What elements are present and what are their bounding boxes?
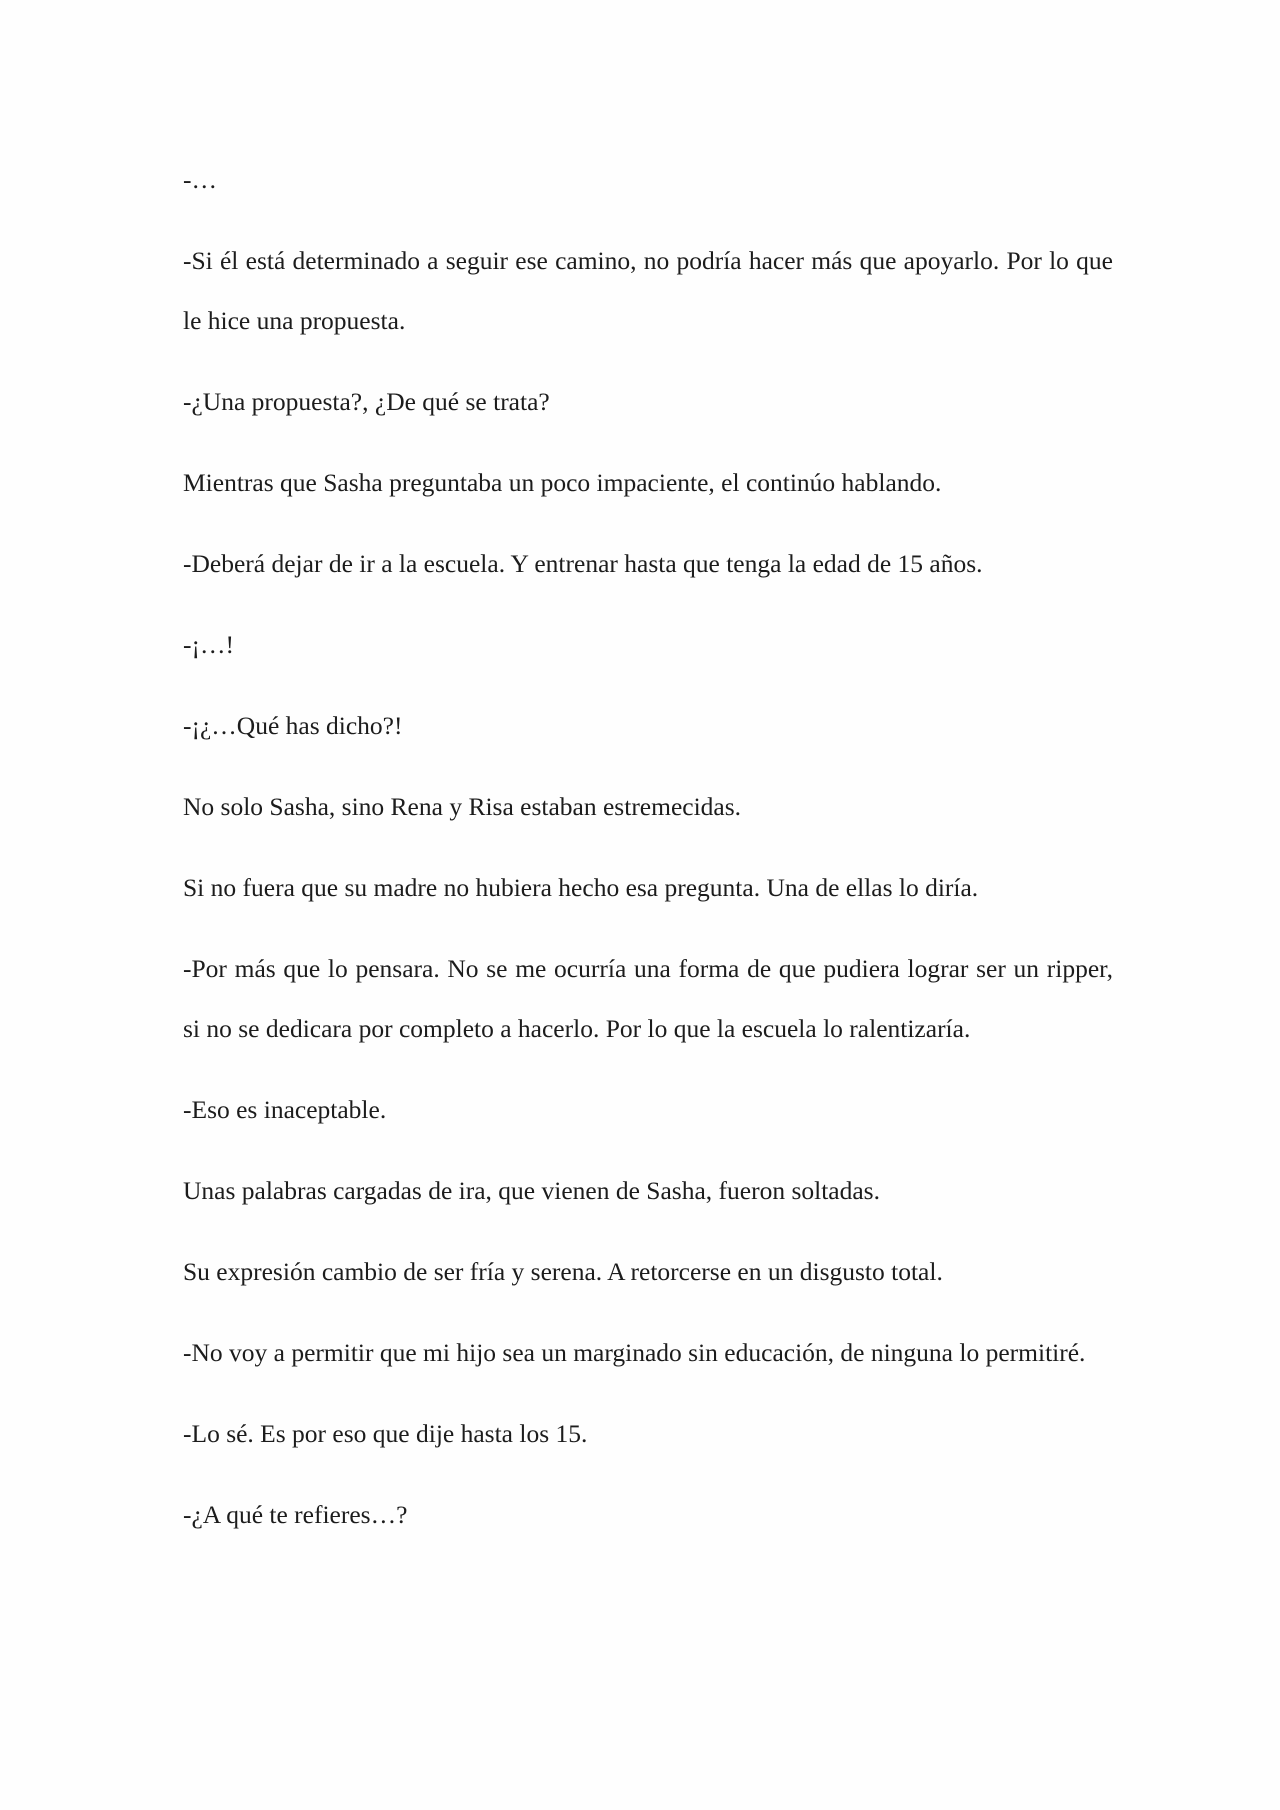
paragraph: -Por más que lo pensara. No se me ocurría una forma de que pudiera lograr ser un ripper, si no se dedicara por completo a hacerlo. Por lo que la escuela lo ralentizaría. bbox=[183, 954, 1113, 1043]
paragraph: -Si él está determinado a seguir ese camino, no podría hacer más que apoyarlo. Por lo que le hice una propuesta. bbox=[183, 246, 1113, 335]
paragraph: -Eso es inaceptable. bbox=[183, 1095, 387, 1124]
paragraph: -¡…! bbox=[183, 630, 234, 659]
paragraph: -¡¿…Qué has dicho?! bbox=[183, 711, 403, 740]
paragraph: -… bbox=[183, 165, 217, 194]
text-body bbox=[183, 150, 1113, 1566]
paragraph: Mientras que Sasha preguntaba un poco impaciente, el continúo hablando. bbox=[183, 468, 942, 497]
paragraph: -No voy a permitir que mi hijo sea un marginado sin educación, de ninguna lo permitiré. bbox=[183, 1338, 1086, 1367]
paragraph: -Deberá dejar de ir a la escuela. Y entrenar hasta que tenga la edad de 15 años. bbox=[183, 549, 983, 578]
paragraph: No solo Sasha, sino Rena y Risa estaban estremecidas. bbox=[183, 792, 742, 821]
paragraph: Su expresión cambio de ser fría y serena. A retorcerse en un disgusto total. bbox=[183, 1257, 943, 1286]
paragraph: -¿A qué te refieres…? bbox=[183, 1500, 408, 1529]
paragraph: Si no fuera que su madre no hubiera hecho esa pregunta. Una de ellas lo diría. bbox=[183, 873, 979, 902]
paragraph: -¿Una propuesta?, ¿De qué se trata? bbox=[183, 387, 550, 416]
paragraph: -Lo sé. Es por eso que dije hasta los 15. bbox=[183, 1419, 588, 1448]
paragraph: Unas palabras cargadas de ira, que vienen de Sasha, fueron soltadas. bbox=[183, 1176, 880, 1205]
